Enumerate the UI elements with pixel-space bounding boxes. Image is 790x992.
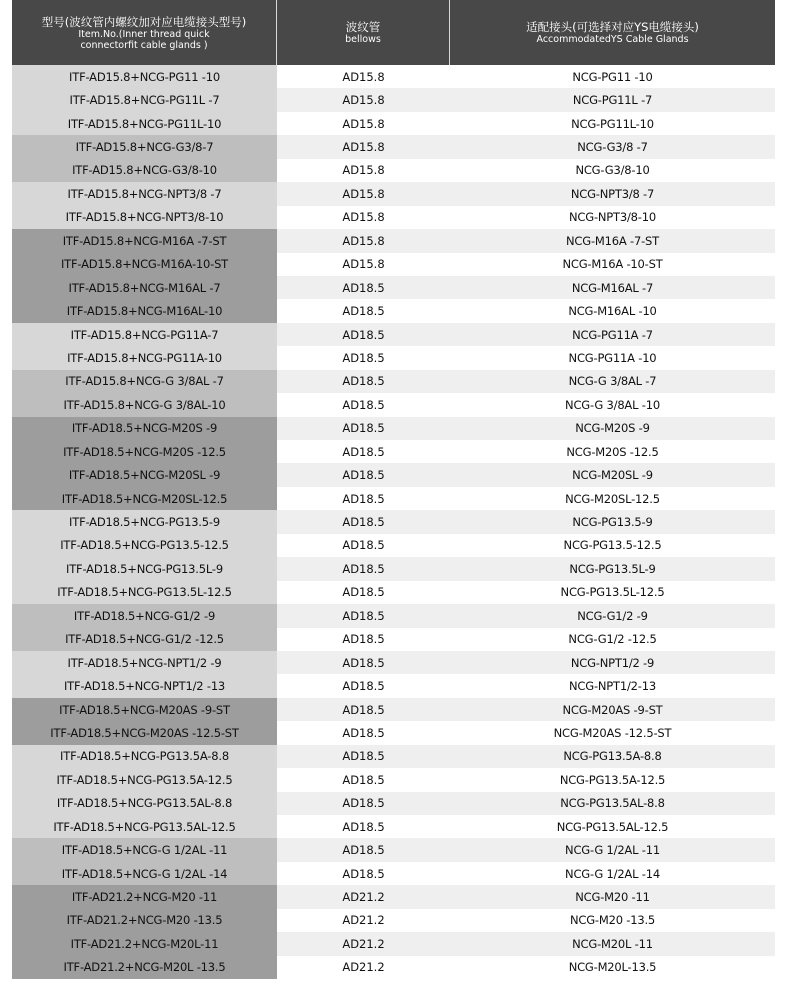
header-cable-glands-en: AccommodatedYS Cable Glands <box>536 34 689 45</box>
item-no-cell: ITF-AD18.5+NCG-NPT1/2 -13 <box>12 674 277 697</box>
cable-gland-cell: NCG-M20L -11 <box>450 932 775 955</box>
bellows-cell: AD18.5 <box>277 651 450 674</box>
bellows-cell: AD18.5 <box>277 674 450 697</box>
table-row <box>12 628 775 651</box>
table-row <box>12 534 775 557</box>
header-bellows-zh: 波纹管 <box>345 20 381 34</box>
item-no-cell: ITF-AD18.5+NCG-NPT1/2 -9 <box>12 651 277 674</box>
bellows-cell: AD15.8 <box>277 135 450 158</box>
table-row <box>12 182 775 205</box>
table-row <box>12 417 775 440</box>
item-no-cell: ITF-AD21.2+NCG-M20 -13.5 <box>12 909 277 932</box>
cable-gland-cell: NCG-PG13.5AL-8.8 <box>450 792 775 815</box>
bellows-cell: AD18.5 <box>277 417 450 440</box>
cable-gland-cell: NCG-PG13.5-9 <box>450 510 775 533</box>
table-row <box>12 88 775 111</box>
cable-gland-cell: NCG-M20 -13.5 <box>450 909 775 932</box>
item-no-cell: ITF-AD15.8+NCG-M16A -7-ST <box>12 229 277 252</box>
bellows-cell: AD18.5 <box>277 534 450 557</box>
table-row <box>12 651 775 674</box>
cable-gland-cell: NCG-M20S -9 <box>450 417 775 440</box>
header-item-no <box>12 0 277 65</box>
cable-gland-cell: NCG-PG11L -7 <box>450 88 775 111</box>
table-row <box>12 909 775 932</box>
header-bellows <box>277 0 450 65</box>
item-no-cell: ITF-AD18.5+NCG-PG13.5AL-8.8 <box>12 792 277 815</box>
table-row <box>12 815 775 838</box>
bellows-cell: AD18.5 <box>277 299 450 322</box>
table-row <box>12 323 775 346</box>
cable-gland-cell: NCG-M16AL -10 <box>450 299 775 322</box>
item-no-cell: ITF-AD18.5+NCG-PG13.5L-12.5 <box>12 581 277 604</box>
item-no-cell: ITF-AD21.2+NCG-M20 -11 <box>12 885 277 908</box>
cable-gland-cell: NCG-M20SL-12.5 <box>450 487 775 510</box>
cable-gland-cell: NCG-M20AS -9-ST <box>450 698 775 721</box>
cable-gland-cell: NCG-PG11A -7 <box>450 323 775 346</box>
cable-gland-cell: NCG-M16AL -7 <box>450 276 775 299</box>
cable-gland-cell: NCG-M16A -10-ST <box>450 253 775 276</box>
cable-gland-cell: NCG-PG11 -10 <box>450 65 775 88</box>
table-row <box>12 276 775 299</box>
bellows-cell: AD15.8 <box>277 229 450 252</box>
bellows-cell: AD18.5 <box>277 604 450 627</box>
header-bellows-en: bellows <box>345 34 381 45</box>
header-item-no-zh: 型号(波纹管内螺纹加对应电缆接头型号) <box>41 14 247 29</box>
cable-gland-cell: NCG-PG13.5L-12.5 <box>450 581 775 604</box>
cable-gland-cell: NCG-G1/2 -12.5 <box>450 628 775 651</box>
cable-gland-cell: NCG-PG13.5A-12.5 <box>450 768 775 791</box>
cable-gland-cell: NCG-G3/8 -7 <box>450 135 775 158</box>
bellows-cell: AD18.5 <box>277 323 450 346</box>
bellows-cell: AD18.5 <box>277 510 450 533</box>
item-no-cell: ITF-AD15.8+NCG-M16AL-10 <box>12 299 277 322</box>
table-row <box>12 229 775 252</box>
bellows-cell: AD18.5 <box>277 346 450 369</box>
bellows-cell: AD18.5 <box>277 276 450 299</box>
bellows-cell: AD15.8 <box>277 88 450 111</box>
item-no-cell: ITF-AD15.8+NCG-G3/8-10 <box>12 159 277 182</box>
bellows-cell: AD18.5 <box>277 581 450 604</box>
table-row <box>12 838 775 861</box>
table-row <box>12 745 775 768</box>
table-row <box>12 463 775 486</box>
bellows-cell: AD18.5 <box>277 745 450 768</box>
cable-gland-cell: NCG-PG11A -10 <box>450 346 775 369</box>
cable-gland-cell: NCG-G 1/2AL -14 <box>450 862 775 885</box>
table-row <box>12 487 775 510</box>
bellows-cell: AD18.5 <box>277 393 450 416</box>
item-no-cell: ITF-AD15.8+NCG-PG11L -7 <box>12 88 277 111</box>
cable-gland-cell: NCG-G1/2 -9 <box>450 604 775 627</box>
bellows-cell: AD18.5 <box>277 557 450 580</box>
table-row <box>12 674 775 697</box>
bellows-cell: AD18.5 <box>277 792 450 815</box>
cable-gland-cell: NCG-M20L-13.5 <box>450 956 775 979</box>
table-row <box>12 885 775 908</box>
item-no-cell: ITF-AD18.5+NCG-PG13.5-12.5 <box>12 534 277 557</box>
bellows-cell: AD15.8 <box>277 182 450 205</box>
table-row <box>12 721 775 744</box>
bellows-cell: AD21.2 <box>277 885 450 908</box>
bellows-cell: AD18.5 <box>277 440 450 463</box>
table-row <box>12 206 775 229</box>
bellows-cell: AD18.5 <box>277 370 450 393</box>
item-no-cell: ITF-AD15.8+NCG-NPT3/8-10 <box>12 206 277 229</box>
bellows-cell: AD18.5 <box>277 815 450 838</box>
cable-gland-cell: NCG-G 3/8AL -7 <box>450 370 775 393</box>
bellows-cell: AD18.5 <box>277 768 450 791</box>
table-row <box>12 65 775 88</box>
bellows-cell: AD18.5 <box>277 487 450 510</box>
bellows-cell: AD18.5 <box>277 698 450 721</box>
bellows-cell: AD18.5 <box>277 838 450 861</box>
table-header <box>12 0 775 65</box>
bellows-cell: AD21.2 <box>277 956 450 979</box>
cable-gland-cell: NCG-PG13.5A-8.8 <box>450 745 775 768</box>
item-no-cell: ITF-AD18.5+NCG-PG13.5A-12.5 <box>12 768 277 791</box>
cable-gland-cell: NCG-G3/8-10 <box>450 159 775 182</box>
cable-gland-cell: NCG-PG13.5L-9 <box>450 557 775 580</box>
cable-gland-cell: NCG-M20 -11 <box>450 885 775 908</box>
item-no-cell: ITF-AD15.8+NCG-PG11A-7 <box>12 323 277 346</box>
item-no-cell: ITF-AD21.2+NCG-M20L-11 <box>12 932 277 955</box>
bellows-cell: AD15.8 <box>277 206 450 229</box>
item-no-cell: ITF-AD15.8+NCG-PG11L-10 <box>12 112 277 135</box>
table-row <box>12 792 775 815</box>
cable-gland-cell: NCG-PG13.5AL-12.5 <box>450 815 775 838</box>
table-row <box>12 932 775 955</box>
cable-gland-cell: NCG-NPT1/2 -9 <box>450 651 775 674</box>
cable-gland-cell: NCG-PG13.5-12.5 <box>450 534 775 557</box>
cable-gland-cell: NCG-NPT1/2-13 <box>450 674 775 697</box>
header-cable-glands-zh: 适配接头(可选择对应YS电缆接头) <box>526 20 699 34</box>
table-row <box>12 557 775 580</box>
item-no-cell: ITF-AD18.5+NCG-M20SL -9 <box>12 463 277 486</box>
item-no-cell: ITF-AD18.5+NCG-M20SL-12.5 <box>12 487 277 510</box>
table-row <box>12 299 775 322</box>
item-no-cell: ITF-AD18.5+NCG-G 1/2AL -14 <box>12 862 277 885</box>
cable-gland-cell: NCG-NPT3/8-10 <box>450 206 775 229</box>
table-row <box>12 510 775 533</box>
bellows-cell: AD18.5 <box>277 862 450 885</box>
cable-gland-cell: NCG-G 3/8AL -10 <box>450 393 775 416</box>
item-no-cell: ITF-AD15.8+NCG-PG11 -10 <box>12 65 277 88</box>
cable-gland-cell: NCG-M20S -12.5 <box>450 440 775 463</box>
table-row <box>12 112 775 135</box>
item-no-cell: ITF-AD18.5+NCG-PG13.5L-9 <box>12 557 277 580</box>
table-row <box>12 370 775 393</box>
table-row <box>12 393 775 416</box>
item-no-cell: ITF-AD18.5+NCG-G1/2 -12.5 <box>12 628 277 651</box>
header-cable-glands <box>450 0 775 65</box>
table-row <box>12 253 775 276</box>
cable-gland-cell: NCG-NPT3/8 -7 <box>450 182 775 205</box>
table-row <box>12 159 775 182</box>
table-row <box>12 768 775 791</box>
bellows-cell: AD15.8 <box>277 65 450 88</box>
cable-gland-cell: NCG-G 1/2AL -11 <box>450 838 775 861</box>
cable-gland-cell: NCG-M20AS -12.5-ST <box>450 721 775 744</box>
table-row <box>12 604 775 627</box>
item-no-cell: ITF-AD18.5+NCG-PG13.5AL-12.5 <box>12 815 277 838</box>
item-no-cell: ITF-AD15.8+NCG-G 3/8AL -7 <box>12 370 277 393</box>
cable-gland-cell: NCG-M16A -7-ST <box>450 229 775 252</box>
bellows-cell: AD15.8 <box>277 253 450 276</box>
item-no-cell: ITF-AD15.8+NCG-G3/8-7 <box>12 135 277 158</box>
item-no-cell: ITF-AD18.5+NCG-M20S -9 <box>12 417 277 440</box>
item-no-cell: ITF-AD18.5+NCG-G1/2 -9 <box>12 604 277 627</box>
bellows-cell: AD21.2 <box>277 909 450 932</box>
table-row <box>12 698 775 721</box>
table-row <box>12 581 775 604</box>
bellows-cell: AD18.5 <box>277 463 450 486</box>
table-row <box>12 956 775 979</box>
item-no-cell: ITF-AD21.2+NCG-M20L -13.5 <box>12 956 277 979</box>
item-no-cell: ITF-AD15.8+NCG-G 3/8AL-10 <box>12 393 277 416</box>
bellows-cell: AD15.8 <box>277 159 450 182</box>
table-body <box>12 65 775 979</box>
cable-gland-cell: NCG-PG11L-10 <box>450 112 775 135</box>
header-item-no-en-line2: connectorfit cable glands ) <box>80 39 208 51</box>
table-row <box>12 346 775 369</box>
bellows-cell: AD18.5 <box>277 628 450 651</box>
item-no-cell: ITF-AD15.8+NCG-NPT3/8 -7 <box>12 182 277 205</box>
bellows-cell: AD21.2 <box>277 932 450 955</box>
item-no-cell: ITF-AD18.5+NCG-M20S -12.5 <box>12 440 277 463</box>
item-no-cell: ITF-AD15.8+NCG-M16A-10-ST <box>12 253 277 276</box>
header-item-no-en-line1: Item.No.(Inner thread quick <box>78 28 210 40</box>
item-no-cell: ITF-AD18.5+NCG-PG13.5A-8.8 <box>12 745 277 768</box>
table-row <box>12 135 775 158</box>
item-no-cell: ITF-AD18.5+NCG-G 1/2AL -11 <box>12 838 277 861</box>
item-no-cell: ITF-AD18.5+NCG-PG13.5-9 <box>12 510 277 533</box>
item-no-cell: ITF-AD15.8+NCG-PG11A-10 <box>12 346 277 369</box>
item-no-cell: ITF-AD15.8+NCG-M16AL -7 <box>12 276 277 299</box>
bellows-cell: AD18.5 <box>277 721 450 744</box>
cable-gland-cell: NCG-M20SL -9 <box>450 463 775 486</box>
table-row <box>12 862 775 885</box>
bellows-cell: AD15.8 <box>277 112 450 135</box>
product-table <box>12 0 775 979</box>
item-no-cell: ITF-AD18.5+NCG-M20AS -12.5-ST <box>12 721 277 744</box>
item-no-cell: ITF-AD18.5+NCG-M20AS -9-ST <box>12 698 277 721</box>
table-row <box>12 440 775 463</box>
